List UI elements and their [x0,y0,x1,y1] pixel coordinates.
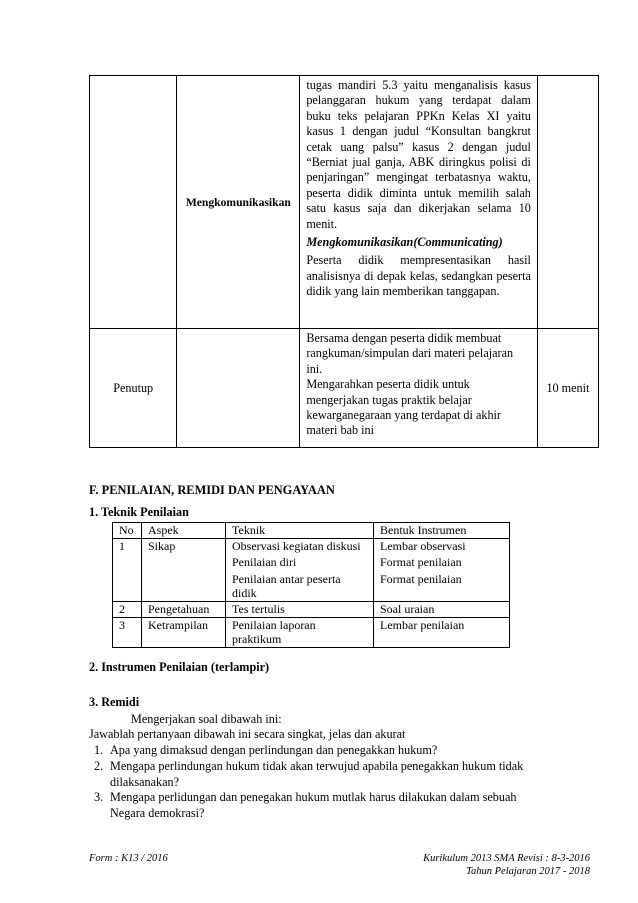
stage-cell [90,76,177,329]
table-row [90,76,599,329]
list-number: 3. [94,790,104,804]
details-paragraph: tugas mandiri 5.3 yaitu menganalisis kasus pelanggaran hukum yang terdapat dalam buku teks pelajaran PPKn Kelas XI yaitu kasus 1 dengan judul “Konsultan bangkrut cetak uang palsu” kasus 2 dengan judul “Berniat jual ganja, ABK diringkus polisi di penjaringan” mengingat terbatasnya waktu, peserta didik diminta untuk memilih salah satu kasus saja dan dikerjakan selama 10 menit. [306,78,531,231]
bentuk-line: Lembar observasi [380,538,466,553]
header-cell: Aspek [142,523,226,539]
details-paragraph: Bersama dengan peserta didik membuat rangkuman/simpulan dari materi pelajaran ini. [306,331,514,376]
header-cell: Teknik [226,523,374,539]
table-header-row [113,523,510,539]
activity-cell [177,329,300,448]
table-row [113,538,510,601]
teknik-line: praktikum [232,632,282,647]
subsection-title: 2. Instrumen Penilaian (terlampir) [89,660,270,674]
details-cell [300,329,538,448]
question-line: dilaksanakan? [110,774,180,789]
time-cell [537,76,598,329]
question-line: Apa yang dimaksud dengan perlindungan dan penegakkan hukum? [110,743,438,757]
footer-left: Form : K13 / 2016 [89,853,168,864]
section-title: F. PENILAIAN, REMIDI DAN PENGAYAAN [89,483,335,497]
header-cell: No [113,523,142,539]
subsection-title: 3. Remidi [89,695,140,709]
table-row [113,601,510,617]
teknik-line: Penilaian diri [232,555,297,570]
list-item [94,759,580,790]
remidi-instruction: Jawablah pertanyaan dibawah ini secara singkat, jelas dan akurat [89,727,406,741]
list-number: 1. [94,743,104,757]
list-item [94,743,580,759]
activity-table [89,75,599,448]
activity-label: Mengkomunikasikan [185,195,291,209]
question-line: Mengapa perlindungan hukum tidak akan terwujud apabila penegakkan hukum tidak [110,759,524,773]
header-cell: Bentuk Instrumen [374,523,510,539]
cell-teknik [226,617,374,647]
stage-label: Penutup [113,380,154,395]
cell-bentuk: Soal uraian [374,601,510,617]
footer-right-line2: Tahun Pelajaran 2017 - 2018 [466,866,590,877]
cell-teknik: Tes tertulis [226,601,374,617]
cell-bentuk: Lembar penilaian [374,617,510,647]
cell-no: 3 [113,617,142,647]
assessment-table [112,522,510,648]
details-heading: Mengkomunikasikan(Communicating) [306,235,503,250]
cell-aspek: Pengetahuan [142,601,226,617]
cell-aspek: Sikap [142,538,226,601]
cell-no: 1 [113,538,142,601]
bentuk-line: Format penilaian [380,555,462,570]
cell-teknik [226,538,374,601]
teknik-line: Penilaian antar peserta [232,571,341,586]
cell-aspek: Ketrampilan [142,617,226,647]
teknik-line: Observasi kegiatan diskusi [232,538,361,553]
stage-cell [90,329,177,448]
cell-bentuk [374,538,510,601]
details-paragraph: Peserta didik mempresentasikan hasil analisisnya di depak kelas, sedangkan peserta didik yang lain memberikan tanggapan. [306,253,531,299]
details-paragraph: Mengarahkan peserta didik untuk mengerjakan tugas praktik belajar kewarganegaraan yang terdapat di akhir materi bab ini [306,377,501,438]
time-cell [537,329,598,448]
list-item [94,790,580,821]
subsection-title: 1. Teknik Penilaian [89,505,189,519]
bentuk-line: Format penilaian [380,571,462,586]
teknik-line: didik [232,586,257,601]
list-number: 2. [94,759,104,773]
question-line: Negara demokrasi? [110,805,205,820]
details-cell [300,76,538,329]
table-row [90,329,599,448]
activity-cell [177,76,300,329]
table-row [113,617,510,647]
remidi-intro: Mengerjakan soal dibawah ini: [131,712,282,726]
cell-no: 2 [113,601,142,617]
time-label: 10 menit [546,380,590,395]
question-line: Mengapa perlidungan dan penegakan hukum mutlak harus dilakukan dalam sebuah [110,790,517,804]
footer-right-line1: Kurikulum 2013 SMA Revisi : 8-3-2016 [423,853,590,864]
teknik-line: Penilaian laporan [232,617,316,632]
